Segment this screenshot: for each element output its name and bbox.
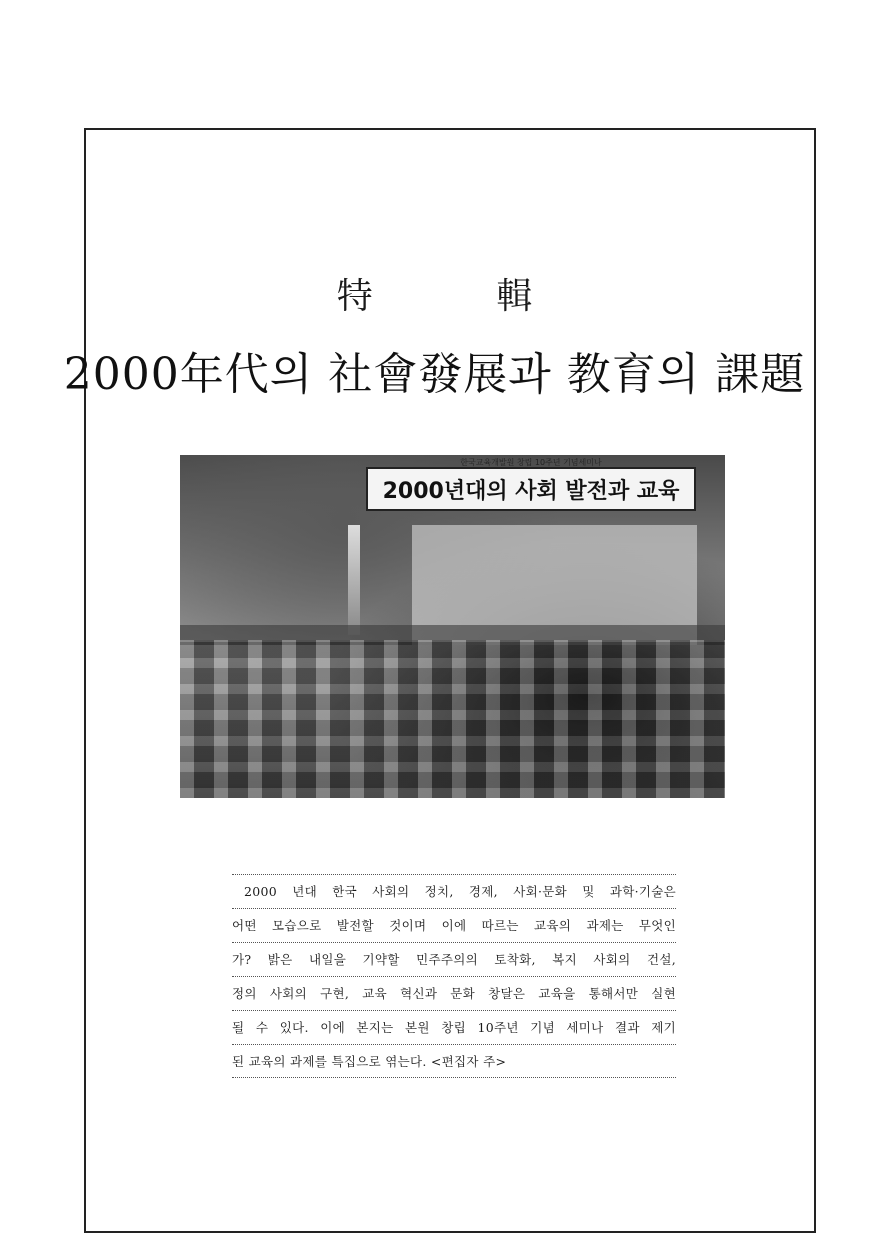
special-feature-label: 特 輯 <box>336 276 589 317</box>
photo-audience <box>180 640 725 798</box>
page-title: 2000年代의 社會發展과 教育의 課題 <box>63 349 806 400</box>
editor-note-line: 된 교육의 과제를 특집으로 엮는다. <편집자 주> <box>232 1044 676 1078</box>
photo-banner: 2000년대의 사회 발전과 교육 <box>366 467 696 511</box>
editor-note-line: 가? 밝은 내일을 기약할 민주주의의 토착화, 복지 사회의 건설, <box>232 942 676 976</box>
editor-note-line: 2000 년대 한국 사회의 정치, 경제, 사회·문화 및 과학·기술은 <box>232 874 676 908</box>
editor-note-line: 정의 사회의 구현, 교육 혁신과 문화 창달은 교육을 통해서만 실현 <box>232 976 676 1010</box>
editor-note-line: 어떤 모습으로 발전할 것이며 이에 따르는 교육의 과제는 무엇인 <box>232 908 676 942</box>
editor-note-line: 될 수 있다. 이에 본지는 본원 창립 10주년 기념 세미나 결과 제기 <box>232 1010 676 1044</box>
seminar-photo <box>180 455 725 798</box>
photo-banner-subtext: 한국교육개발원 창립 10주년 기념세미나 <box>460 458 602 467</box>
editor-note <box>232 874 676 1078</box>
photo-flag <box>348 525 360 635</box>
